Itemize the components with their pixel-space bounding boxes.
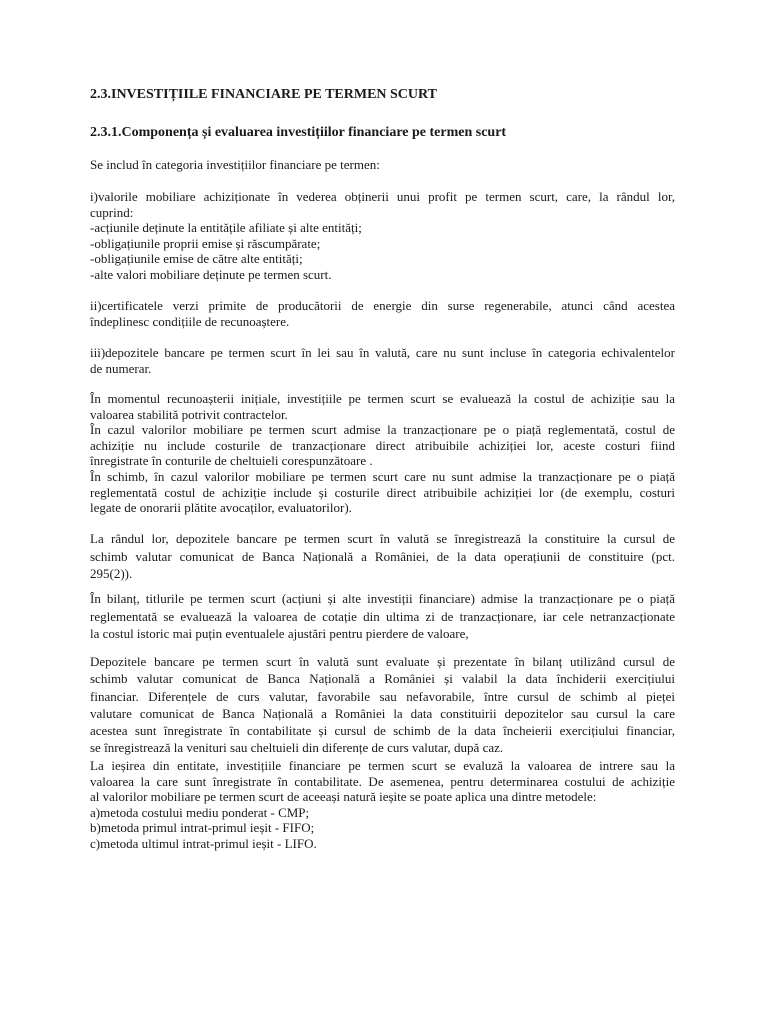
list-item: c)metoda ultimul intrat-primul ieșit - LIFO. (90, 835, 317, 851)
item-i-paragraph: i)valorile mobiliare achiziționate în vederea obținerii unui profit pe termen scurt, care, la rândul lor, cuprind: -acțiunile deținute la entitățile afiliate și alte entități; -obligațiunile proprii emise și răscumpărate; -obligațiunile emise de către alte entități; -alte valori mobiliare deținute pe termen scurt. (90, 189, 675, 282)
list-item: a)metoda costului mediu ponderat - CMP; (90, 804, 310, 820)
subsection-heading: 2.3.1.Componența și evaluarea investițiilor financiare pe termen scurt (90, 125, 507, 140)
balance-sheet-paragraph: În bilanț, titlurile pe termen scurt (acțiuni și alte investiții financiare) admise la tranzacționare pe o piață reglementată se evaluează la valoarea de cotație din ultima zi de tranzacționare, iar cele netranzacționate la costul istoric mai puțin eventualele ajustări pentru pierdere de valoare, (90, 591, 675, 641)
list-item: -alte valori mobiliare deținute pe termen scurt. (90, 266, 332, 282)
intro-paragraph: Se includ în categoria investițiilor financiare pe termen: (90, 157, 380, 172)
item-ii-paragraph: ii)certificatele verzi primite de producătorii de energie din surse regenerabile, atunci când acestea îndeplinesc condițiile de recunoaștere. (90, 298, 675, 329)
fx-deposits-paragraph: La rândul lor, depozitele bancare pe termen scurt în valută se înregistrează la constituire la cursul de schimb valutar comunicat de Banca Națională a României, de la data operațiunii de constituire (pct. 295(2)). (90, 531, 675, 581)
exit-paragraph: La ieșirea din entitate, investițiile financiare pe termen scurt se evaluză la valoarea de intrere sau la valoarea la care sunt înregistrate în contabilitate. De asemenea, pentru determinarea costului de achiziție al valorilor mobiliare pe termen scurt de aceeași natură ieșite se poate aplica una dintre metodele: a)metoda costului mediu ponderat - CMP; b)metoda primul intrat-primul ieșit - FIFO; c)metoda ultimul intrat-primul ieșit - LIFO. (90, 758, 675, 851)
list-item: -obligațiunile proprii emise și răscumpărate; (90, 235, 321, 251)
fx-evaluation-paragraph: Depozitele bancare pe termen scurt în valută sunt evaluate și prezentate în bilanț utilizând cursul de schimb valutar comunicat de Banca Națională a României și valabil la data închiderii exercițiului financiar. Diferențele de curs valutar, favorabile sau nefavorabile, între cursul de schimb al pieței valutare comunicat de Banca Națională a României la data constituirii depozitelor sau cursul la care acestea sunt înregistrate în contabilitate și cursul de schimb de la data încheierii exercițiului financiar, se înregistrează la venituri sau cheltuieli din diferențe de curs valutar, după caz. (90, 654, 675, 756)
list-item: -obligațiunile emise de către alte entități; (90, 251, 303, 267)
list-item: -acțiunile deținute la entitățile afiliate și alte entități; (90, 220, 362, 236)
item-iii-paragraph: iii)depozitele bancare pe termen scurt în lei sau în valută, care nu sunt incluse în categoria echivalentelor de numerar. (90, 345, 675, 376)
recognition-paragraph: În momentul recunoașterii inițiale, investițiile pe termen scurt se evaluează la costul de achiziție sau la valoarea stabilită potrivit contractelor. În cazul valorilor mobiliare pe termen scurt admise la tranzacționare pe o piață reglementată, costul de achiziție nu include costurile de tranzacționare direct atribuibile achiziției lor, aceste costuri fiind înregistrate în conturile de cheltuieli corespunzătoare . În schimb, în cazul valorilor mobiliare pe termen scurt care nu sunt admise la tranzacționare pe o piață reglementată costul de achiziție include și costurile direct atribuibile achiziției lor (de exemplu, costuri legate de onorarii plătite avocaților, evaluatorilor). (90, 391, 675, 516)
section-heading: 2.3.INVESTIȚIILE FINANCIARE PE TERMEN SCURT (90, 87, 437, 102)
list-item: b)metoda primul intrat-primul ieșit - FIFO; (90, 820, 315, 836)
